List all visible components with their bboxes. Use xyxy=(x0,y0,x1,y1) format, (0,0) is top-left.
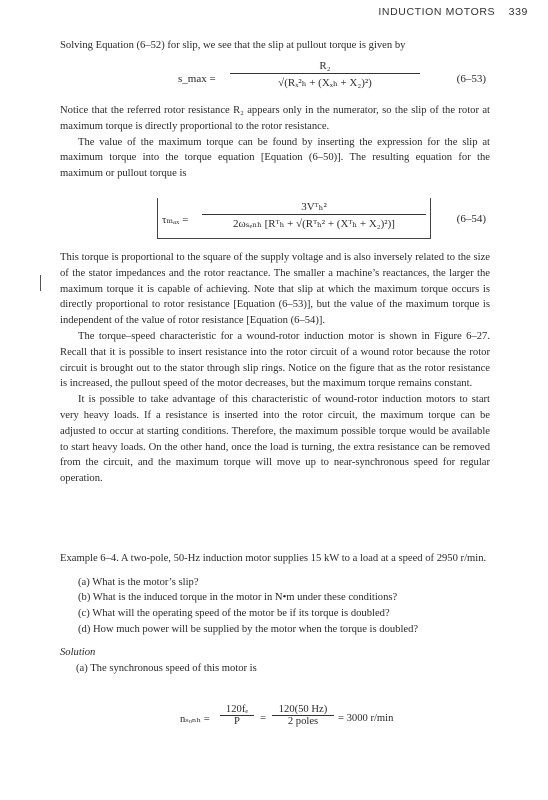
intro-line: Solving Equation (6–52) for slip, we see that the slip at pullout torque is given by xyxy=(60,40,406,51)
paragraph-5: It is possible to take advantage of this characteristic of wound-rotor induction motors to start very heavy loads. If a resistance is inserted into the rotor circuit, the maximum torque can be adjusted to occur at starting conditions. Therefore, the maximum possible torque would be available to start heavy loads. On the other hand, once the load is turning, the extra resistance can be removed from the circuit, and the maximum torque will move up to near-synchronous speed for regular operation. xyxy=(60,394,490,485)
synchronous-speed-equation xyxy=(180,704,410,738)
equals-sign: = xyxy=(260,713,266,724)
margin-mark xyxy=(40,275,41,291)
paragraph-1: Notice that the referred rotor resistance R₂ appears only in the numerator, so the slip of the rotor at maximum torque is directly proportional to the rotor resistance. xyxy=(60,105,490,132)
paragraph-4: The torque–speed characteristic for a wound-rotor induction motor is shown in Figure 6–27. Recall that it is possible to insert resistance into the rotor circuit of a wound rotor because the rotor circuit is brought out to the stator through slip rings. Notice on the figure that as the rotor resistance is increased, the pullout speed of the motor decreases, but the maximum torque remains constant. xyxy=(60,330,490,390)
body-paragraphs xyxy=(60,250,490,487)
example-heading: Example 6–4. xyxy=(60,553,119,564)
equation-6-53 xyxy=(60,60,490,100)
example-statement xyxy=(60,551,490,567)
equation-lhs: τₘₐₓ = xyxy=(162,214,189,226)
equation-denominator: √(Rₓ²ₕ + (Xₓₕ + X₂)²) xyxy=(278,77,372,89)
question-c: (c) What will the operating speed of the motor be if its torque is doubled? xyxy=(78,607,390,619)
equation-box-bottom xyxy=(157,238,431,239)
intro-paragraph xyxy=(60,38,490,54)
equation-result: = 3000 r/min xyxy=(338,713,394,724)
equation-number: (6–54) xyxy=(456,213,486,225)
question-d: (d) How much power will be supplied by the motor when the torque is doubled? xyxy=(78,623,419,635)
running-title: INDUCTION MOTORS xyxy=(378,6,496,18)
equation-denominator: 2ωₛₑₙₕ [Rᵀₕ + √(Rᵀₕ² + (Xᵀₕ + X₂)²)] xyxy=(233,218,395,230)
equation-lhs: s_max = xyxy=(178,73,216,85)
question-b: (b) What is the induced torque in the motor in N•m under these conditions? xyxy=(78,592,398,604)
equation-numerator: R₂ xyxy=(230,60,420,74)
equation-lhs: nₛₒₙₕ = xyxy=(180,714,210,725)
equation-number: (6–53) xyxy=(456,73,486,85)
equation-fraction xyxy=(202,200,426,230)
equation-box-right xyxy=(430,198,431,238)
fraction-2-numerator: 120(50 Hz) xyxy=(272,704,334,716)
equation-numerator: 3Vᵀₕ² xyxy=(202,200,426,215)
example-block xyxy=(60,551,490,677)
fraction-2 xyxy=(272,704,334,727)
fraction-2-denominator: 2 poles xyxy=(287,716,319,727)
paragraph-1-container xyxy=(60,103,490,182)
equation-fraction xyxy=(230,60,420,89)
equation-6-54 xyxy=(60,200,490,240)
equation-box-left xyxy=(157,198,158,238)
solution-line: (a) The synchronous speed of this motor is xyxy=(76,662,257,674)
paragraph-3: This torque is proportional to the square of the supply voltage and is also inversely related to the size of the stator impedances and the rotor reactance. The smaller a machine’s reactances, the larger the maximum torque it is capable of achieving. Note that slip at which the maximum torque occurs is directly proportional to rotor resistance [Equation (6–53)], but the value of the maximum torque is independent of the value of rotor resistance [Equation (6–54)]. xyxy=(60,252,490,327)
example-text: A two-pole, 50-Hz induction motor supplies 15 kW to a load at a speed of 2950 r/min. xyxy=(120,553,487,564)
fraction-1 xyxy=(220,704,254,727)
running-header xyxy=(378,6,528,18)
paragraph-2: The value of the maximum torque can be found by inserting the expression for the slip at maximum torque into the torque equation [Equation (6–50)]. The resulting equation for the maximum or pullout torque is xyxy=(60,136,490,180)
solution-title: Solution xyxy=(60,647,96,659)
fraction-1-numerator: 120fₑ xyxy=(220,704,254,716)
question-a: (a) What is the motor’s slip? xyxy=(78,576,199,588)
page-number: 339 xyxy=(508,6,528,18)
fraction-1-denominator: P xyxy=(234,716,240,727)
